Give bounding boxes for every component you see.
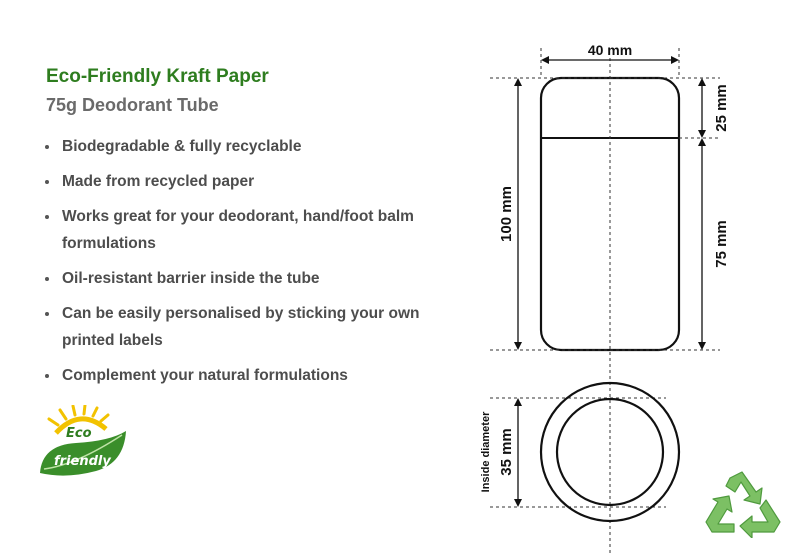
body-height-label: 75 mm <box>713 220 730 268</box>
inside-diameter-label: 35 mm <box>498 428 515 476</box>
recycle-icon <box>704 470 782 538</box>
logo-text-friendly: friendly <box>54 454 111 469</box>
width-label: 40 mm <box>587 42 633 58</box>
inside-diameter-caption: Inside diameter <box>480 411 492 493</box>
cap-height-dimension-arrow <box>698 78 706 138</box>
product-subtitle: 75g Deodorant Tube <box>46 95 219 115</box>
outer-ring <box>541 383 679 521</box>
feature-item: Made from recycled paper <box>44 168 474 195</box>
feature-item: Biodegradable & fully recyclable <box>44 133 474 160</box>
logo-text-eco: Eco <box>66 426 92 441</box>
total-height-dimension-arrow <box>514 78 522 350</box>
product-title: Eco-Friendly Kraft Paper <box>46 66 269 87</box>
feature-item: Can be easily personalised by sticking your own printed labels <box>44 300 474 354</box>
cap-height-label: 25 mm <box>713 84 730 132</box>
feature-item: Works great for your deodorant, hand/foot balm formulations <box>44 203 474 257</box>
feature-item: Complement your natural formulations <box>44 362 474 389</box>
inside-diameter-dimension-arrow <box>514 398 522 507</box>
feature-item: Oil-resistant barrier inside the tube <box>44 265 474 292</box>
total-height-label: 100 mm <box>498 186 515 242</box>
body-height-dimension-arrow <box>698 138 706 350</box>
